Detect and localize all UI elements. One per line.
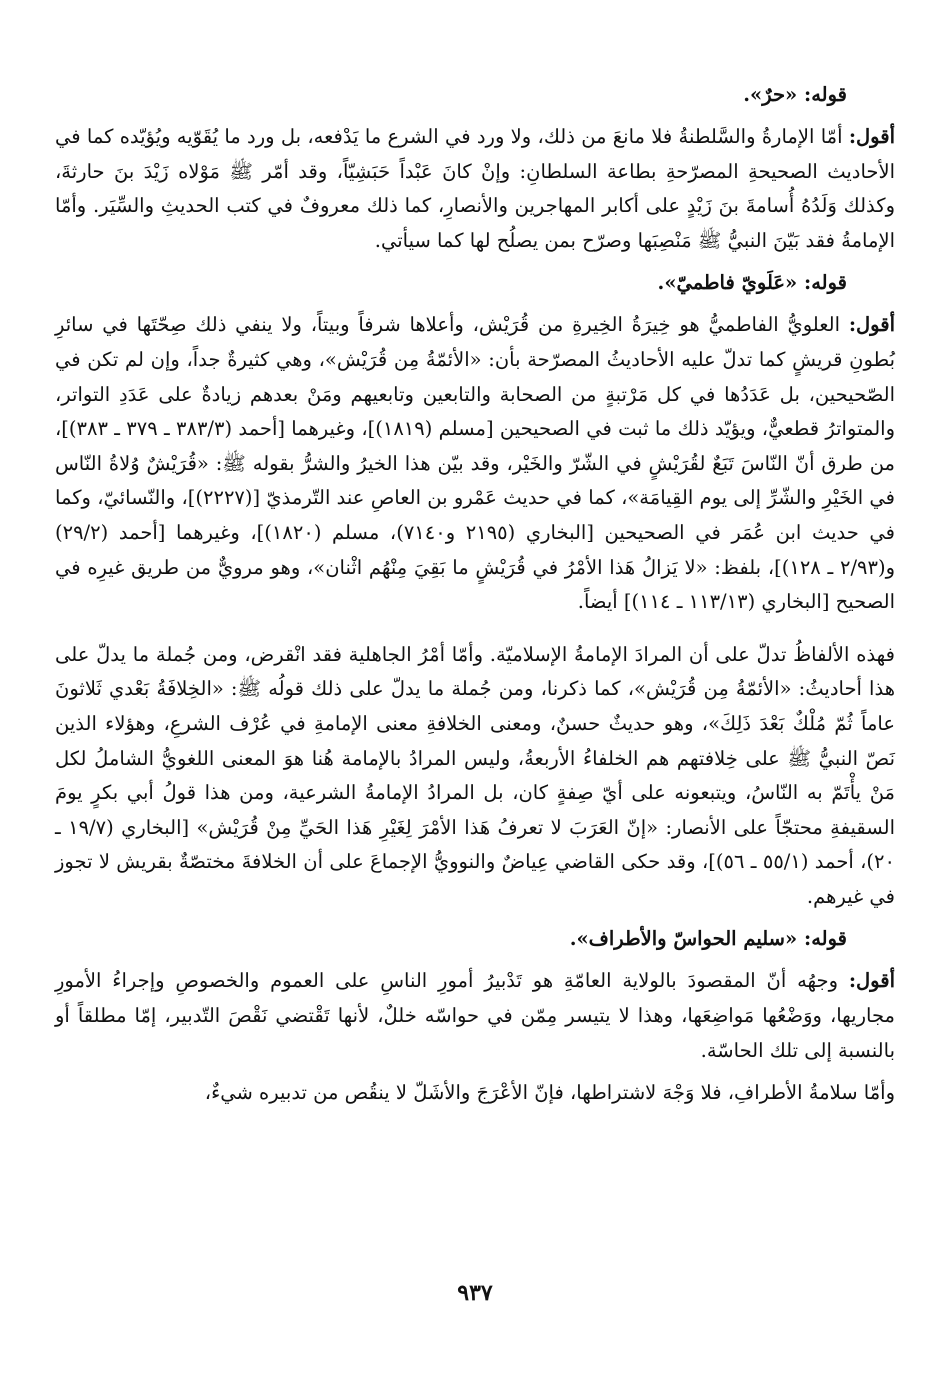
section-paragraph	[55, 308, 895, 619]
page-number: ٩٣٧	[457, 1280, 493, 1306]
paragraph-text: العلويُّ الفاطميُّ هو خِيرَةُ الخِيرةِ من قُرَيْش، وأعلاها شرفاً وبيتاً، ولا ينفي ذلك صِحّتَها في سائرِ بُطونِ قريشٍ كما تدلّ عليه الأحاديثُ المصرّحة بأن: «الأئمّةُ مِن قُرَيْش»، وهي كثيرةٌ جداً، وإن لم تكن في الصّحيحين، بل عَدَدُها في كل مَرْتبةٍ من الصحابة والتابعين وتابعيهم ومَنْ بعدهم زيادةٌ على عَدَدِ التواتر، والمتواترُ قطعيٌّ، ويؤيّد ذلك ما ثبت في الصحيحين [مسلم (١٨١٩)]، وغيرهما [أحمد (٣٨٣/٣ ـ ٣٧٩ ـ ٣٨٣)]، من طرق أنّ النّاسَ تَبَعٌ لقُرَيْشٍ في الشّرّ والخَيْر، وقد بيّن هذا الخيرُ والشرُّ بقوله ﷺ: «قُرَيْشٌ وُلاةُ النّاس في الخَيْرِ والشّرِّ إلى يوم القِيامَة»، كما في حديث عَمْرو بن العاصِ عند التّرمذيّ [(٢٢٢٧)]، والنّسائيّ، وكما في حديث ابن عُمَر في الصحيحين [البخاري (٢١٩٥ و٧١٤٠)، مسلم (١٨٢٠)]، وغيرهما [أحمد (٢٩/٢) و(٢/٩٣ ـ ١٢٨)]، بلفظ: «لا يَزالُ هَذا الأمْرُ في قُرَيْشٍ ما بَقِيَ مِنْهُم اثْنان»، وهو مرويٌّ من طريق غيرِه في الصحيح [البخاري (١١٣/١٣ ـ ١١٤)] أيضاً.	[55, 313, 896, 614]
paragraph-text: وجهُه أنّ المقصودَ بالولاية العامّةِ هو تَدْبيرُ أمورِ الناسِ على العموم والخصوصِ وإجراءُ الأمورِ مجاريها، ووَضْعُها مَواضِعَها، وهذا لا يتيسر مِمّن في حواسّه خللٌ، لأنها تَقْتضي نَقْصَ التّدبير، إمّا مطلقاً أو بالنسبة إلى تلك الحاسّة.	[55, 969, 895, 1062]
section-paragraph	[55, 1076, 895, 1111]
section-heading: قوله: «سليم الحواسّ والأطراف».	[569, 927, 847, 951]
section-3	[55, 638, 895, 915]
section-5	[55, 1076, 895, 1111]
section-heading: قوله: «حرٌ».	[743, 83, 847, 106]
paragraph-text: وأمّا سلامةُ الأطرافِ، فلا وَجْهَ لاشتراطها، فإنّ الأعْرَجَ والأشَلّ لا ينقُص من تدبيره شيءٌ،	[204, 1081, 895, 1105]
section-1	[55, 78, 895, 258]
paragraph-text: أمّا الإمارةُ والسَّلطنةُ فلا مانعَ من ذلك، ولا ورد في الشرع ما يَدْفعه، بل ورد ما يُقَوّيه ويُؤيّده كما في الأحاديث الصحيحةِ المصرّحةِ بطاعة السلطانِ: وإنْ كانَ عَبْداً حَبَشِيّاً، وقد أمّر ﷺ مَوْلاه زَيْدَ بنَ حارثةَ، وكذلك وَلَدُهُ أُسامةَ بنَ زَيْدٍ على أكابر المهاجرين والأنصارِ، كما ذلك معروفٌ في كتب الحديثِ والسِّيَر. وأمّا الإمامةُ فقد بَيّنَ النبيُّ ﷺ مَنْصِبَها وصرّح بمن يصلُح لها كما سيأتي.	[55, 125, 895, 252]
paragraph-lead: أقول:	[848, 125, 895, 148]
section-paragraph	[55, 964, 895, 1068]
section-paragraph	[55, 120, 895, 258]
section-heading: قوله: «عَلَويّ فاطميّ».	[657, 271, 847, 295]
section-4	[55, 922, 895, 1068]
section-2	[55, 266, 895, 619]
section-paragraph	[55, 638, 895, 915]
paragraph-lead: أقول:	[848, 969, 895, 993]
paragraph-text: فهذه الألفاظُ تدلّ على أن المرادَ الإمامةُ الإسلاميّة. وأمّا أمْرُ الجاهلية فقد انْقرض، ومن جُملة ما يدلّ على هذا أحاديثُ: «الأئمّةُ مِن قُرَيْش»، كما ذكرنا، ومن جُملة ما يدلّ على ذلك قولُه ﷺ: «الخِلافَةُ بَعْدي ثَلاثونَ عاماً ثُمّ مُلْكٌ بَعْدَ ذَلِكَ»، وهو حديثٌ حسنٌ، ومعنى الخلافةِ معنى الإمامةِ في عُرْف الشرعِ، وهؤلاء الذين نَصّ النبيُّ ﷺ على خِلافتهم هم الخلفاءُ الأربعةُ، وليس المرادُ بالإمامة هُنا هوَ المعنى اللغويُّ الشاملُ لكل مَنْ يأْتَمّ به النّاسُ، ويتبعونه على أيّ صِفةٍ كان، بل المرادُ الإمامةُ الشرعية، ومن هذا قولُ أبي بكرٍ يومَ السقيفةِ محتجّاً على الأنصار: «إنّ العَرَبَ لا تعرفُ هَذا الأمْرَ لِغَيْرِ هَذا الحَيِّ مِنْ قُرَيْش» [البخاري (١٩/٧ ـ ٢٠)، أحمد (٥٥/١ ـ ٥٦)]، وقد حكى القاضي عِياضٌ والنوويُّ الإجماعَ على أن الخلافةَ مختصّةٌ بقريش لا تجوز في غيرهم.	[55, 642, 895, 908]
paragraph-lead: أقول:	[848, 313, 895, 337]
